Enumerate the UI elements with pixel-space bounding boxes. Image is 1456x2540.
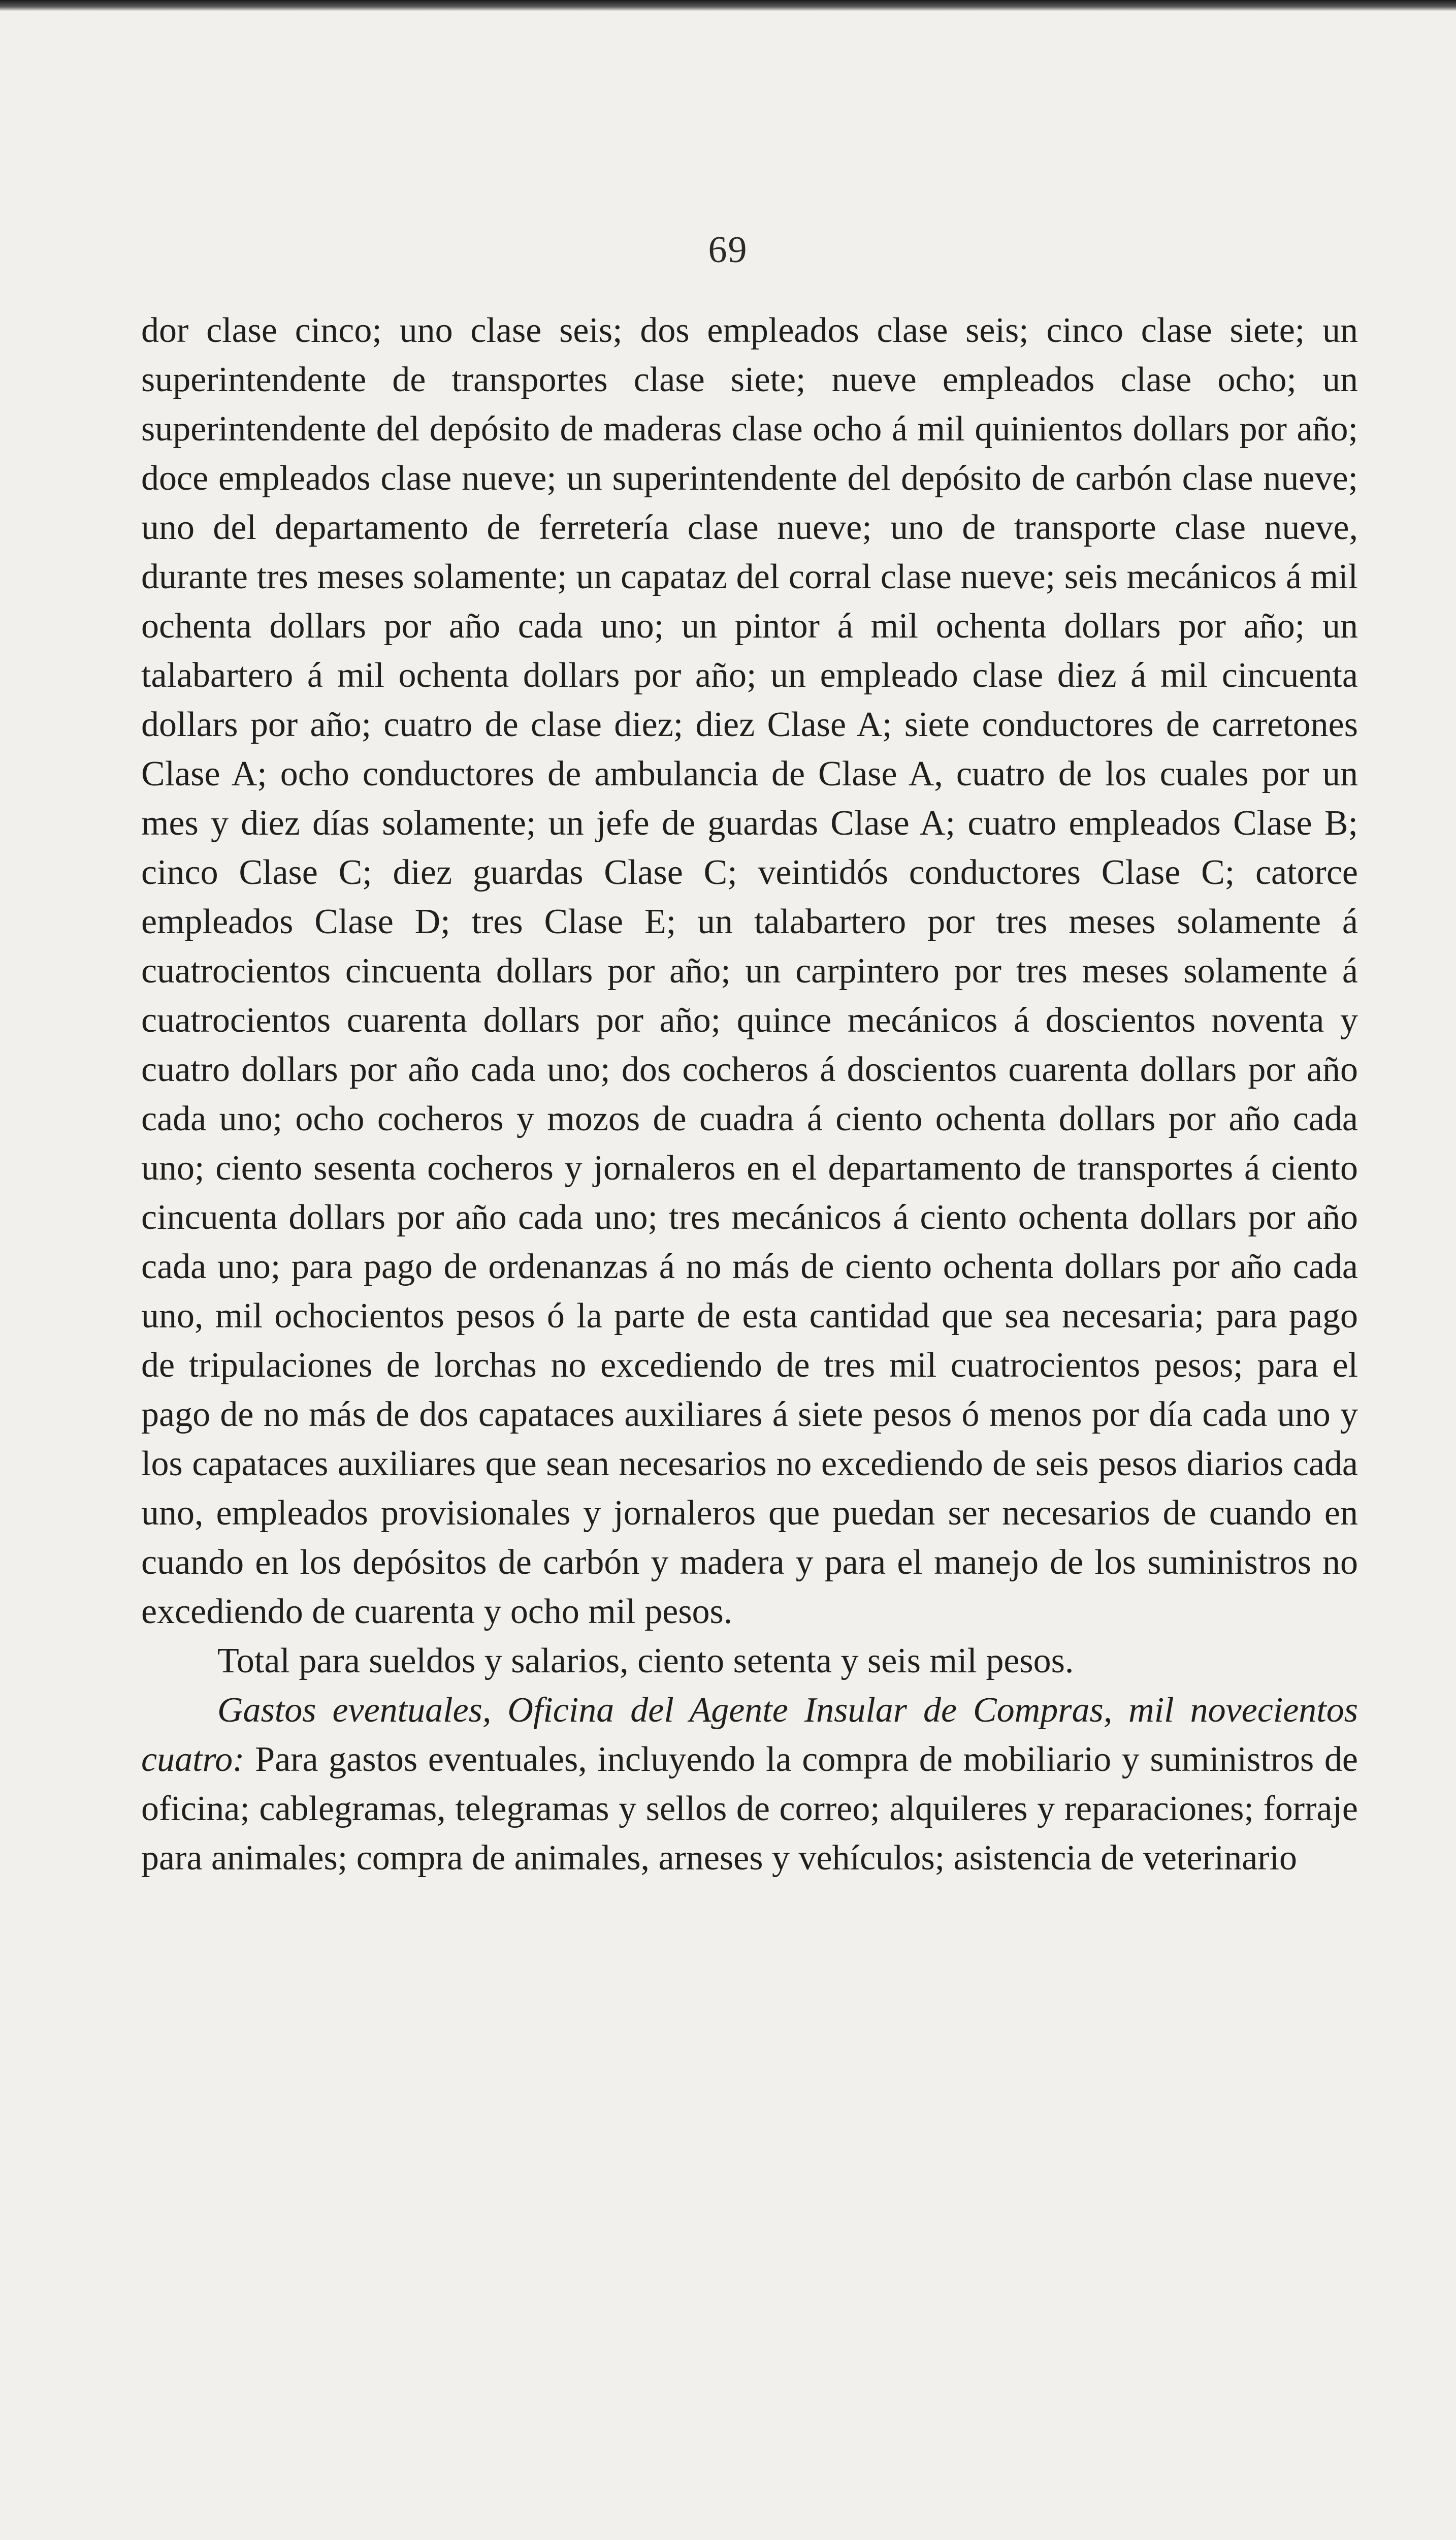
paragraph-continued: dor clase cinco; uno clase seis; dos empleados clase seis; cinco clase siete; un superintendente de transportes clase siete; nueve empleados clase ocho; un superintendente del depósito de maderas clase ocho á mil quinientos dollars por año; doce empleados clase nueve; un superintendente del depósito de carbón clase nueve; uno del departamento de ferretería clase nueve; uno de transporte clase nueve, durante tres meses solamente; un capataz del corral clase nueve; seis mecánicos á mil ochenta dollars por año cada uno; un pintor á mil ochenta dollars por año; un talabartero á mil ochenta dollars por año; un empleado clase diez á mil cincuenta dollars por año; cuatro de clase diez; diez Clase A; siete conductores de carretones Clase A; ocho conductores de ambulancia de Clase A, cuatro de los cuales por un mes y diez días solamente; un jefe de guardas Clase A; cuatro empleados Clase B; cinco Clase C; diez guardas Clase C; veintidós conductores Clase C; catorce empleados Clase D; tres Clase E; un talabartero por tres meses solamente á cuatrocientos cincuenta dollars por año; un carpintero por tres meses solamente á cuatrocientos cuarenta dollars por año; quince mecánicos á doscientos noventa y cuatro dollars por año cada uno; dos cocheros á doscientos cuarenta dollars por año cada uno; ocho cocheros y mozos de cuadra á ciento ochenta dollars por año cada uno; ciento sesenta cocheros y jornaleros en el departamento de transportes á ciento cincuenta dollars por año cada uno; tres mecánicos á ciento ochenta dollars por año cada uno; para pago de ordenanzas á no más de ciento ochenta dollars por año cada uno, mil ochocientos pesos ó la parte de esta cantidad que sea necesaria; para pago de tripulaciones de lorchas no excediendo de tres mil cuatrocientos pesos; para el pago de no más de dos capataces auxiliares á siete pesos ó menos por día cada uno y los capataces auxiliares que sean necesarios no excediendo de seis pesos diarios cada uno, empleados provisionales y jornaleros que puedan ser necesarios de cuando en cuando en los depósitos de carbón y madera y para el manejo de los suministros no excediendo de cuarenta y ocho mil pesos. bbox=[141, 311, 1358, 1631]
page-number: 69 bbox=[708, 229, 748, 271]
paragraph-total: Total para sueldos y salarios, ciento setenta y seis mil pesos. bbox=[217, 1641, 1074, 1680]
section-text: Para gastos eventuales, incluyendo la compra de mobiliario y suministros de oficina; cablegramas, telegramas y sellos de correo; alquileres y reparaciones; forraje para animales; compra de animales, arneses y vehículos; asistencia de veterinario bbox=[141, 1740, 1358, 1878]
paragraph-gastos-eventuales bbox=[141, 1686, 1358, 1883]
section-heading: Gastos eventuales, Oficina del Agente Insular de Compras, mil novecientos cuatro: bbox=[141, 1691, 1358, 1779]
body-text bbox=[141, 306, 1358, 1883]
scan-top-edge bbox=[0, 0, 1456, 11]
